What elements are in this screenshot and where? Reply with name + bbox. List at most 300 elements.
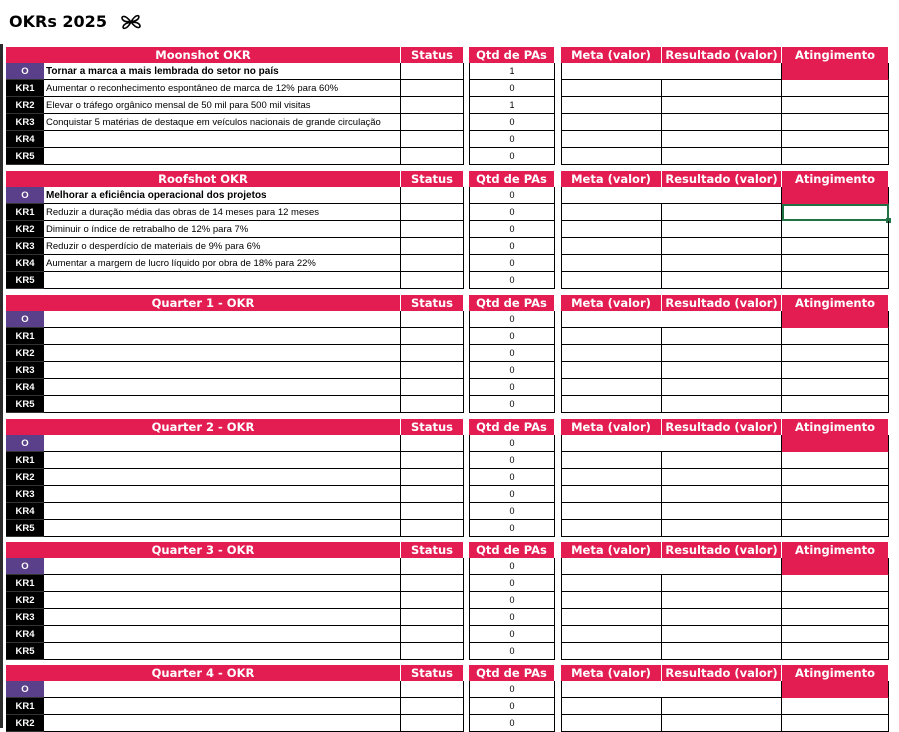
qtd-cell[interactable]: 0 bbox=[469, 469, 555, 486]
resultado-cell[interactable] bbox=[662, 362, 782, 379]
atingimento-cell[interactable] bbox=[782, 681, 889, 698]
resultado-cell[interactable] bbox=[662, 698, 782, 715]
meta-cell[interactable] bbox=[561, 148, 662, 165]
qtd-cell[interactable]: 0 bbox=[469, 80, 555, 97]
resultado-cell[interactable] bbox=[662, 469, 782, 486]
kr-label[interactable]: KR1 bbox=[6, 204, 44, 221]
status-cell[interactable] bbox=[401, 97, 464, 114]
resultado-cell[interactable] bbox=[662, 681, 782, 698]
atingimento-cell[interactable] bbox=[782, 63, 889, 80]
kr-label[interactable]: KR3 bbox=[6, 114, 44, 131]
resultado-cell[interactable] bbox=[662, 396, 782, 413]
table-row bbox=[0, 238, 899, 255]
objective-label[interactable]: O bbox=[6, 681, 44, 698]
status-cell[interactable] bbox=[401, 204, 464, 221]
atingimento-cell[interactable] bbox=[782, 435, 889, 452]
meta-cell[interactable] bbox=[561, 396, 662, 413]
resultado-cell[interactable] bbox=[662, 486, 782, 503]
status-cell[interactable] bbox=[401, 643, 464, 660]
qtd-header[interactable]: Qtd de PAs bbox=[469, 47, 555, 63]
meta-header[interactable]: Meta (valor) bbox=[561, 47, 662, 63]
kr-label[interactable]: KR2 bbox=[6, 221, 44, 238]
qtd-cell[interactable]: 0 bbox=[469, 575, 555, 592]
status-cell[interactable] bbox=[401, 345, 464, 362]
kr-text-cell[interactable]: Diminuir o índice de retrabalho de 12% para 7% bbox=[44, 221, 401, 238]
meta-cell[interactable] bbox=[561, 114, 662, 131]
objective-label[interactable]: O bbox=[6, 558, 44, 575]
section-title[interactable]: Moonshot OKR bbox=[6, 47, 401, 63]
resultado-cell[interactable] bbox=[662, 520, 782, 537]
atingimento-cell[interactable] bbox=[782, 469, 889, 486]
status-header[interactable]: Status bbox=[401, 171, 464, 187]
qtd-cell[interactable]: 0 bbox=[469, 715, 555, 732]
atingimento-header[interactable]: Atingimento bbox=[782, 419, 889, 435]
resultado-cell[interactable] bbox=[662, 379, 782, 396]
atingimento-cell[interactable] bbox=[782, 255, 889, 272]
status-cell[interactable] bbox=[401, 520, 464, 537]
resultado-cell[interactable] bbox=[662, 80, 782, 97]
atingimento-cell[interactable] bbox=[782, 328, 889, 345]
atingimento-header[interactable]: Atingimento bbox=[782, 542, 889, 558]
resultado-cell[interactable] bbox=[662, 503, 782, 520]
qtd-cell[interactable]: 0 bbox=[469, 362, 555, 379]
table-row bbox=[0, 698, 899, 715]
atingimento-cell[interactable] bbox=[782, 311, 889, 328]
kr-label[interactable]: KR3 bbox=[6, 238, 44, 255]
objective-text-cell[interactable]: Melhorar a eficiência operacional dos projetos bbox=[44, 187, 401, 204]
kr-label[interactable]: KR5 bbox=[6, 272, 44, 289]
meta-cell[interactable] bbox=[561, 558, 662, 575]
meta-cell[interactable] bbox=[561, 80, 662, 97]
qtd-cell[interactable]: 0 bbox=[469, 503, 555, 520]
atingimento-cell[interactable] bbox=[782, 486, 889, 503]
meta-cell[interactable] bbox=[561, 187, 662, 204]
atingimento-cell[interactable] bbox=[782, 114, 889, 131]
status-cell[interactable] bbox=[401, 272, 464, 289]
qtd-cell[interactable]: 0 bbox=[469, 609, 555, 626]
qtd-header[interactable]: Qtd de PAs bbox=[469, 542, 555, 558]
kr-label[interactable]: KR2 bbox=[6, 592, 44, 609]
meta-header[interactable]: Meta (valor) bbox=[561, 665, 662, 681]
meta-cell[interactable] bbox=[561, 311, 662, 328]
qtd-cell[interactable]: 0 bbox=[469, 345, 555, 362]
resultado-cell[interactable] bbox=[662, 452, 782, 469]
status-header[interactable]: Status bbox=[401, 419, 464, 435]
table-row bbox=[0, 379, 899, 396]
qtd-cell[interactable]: 0 bbox=[469, 255, 555, 272]
table-row bbox=[0, 187, 899, 204]
kr-label[interactable]: KR2 bbox=[6, 469, 44, 486]
table-row bbox=[0, 255, 899, 272]
meta-cell[interactable] bbox=[561, 503, 662, 520]
atingimento-cell[interactable] bbox=[782, 221, 889, 238]
qtd-cell[interactable]: 0 bbox=[469, 520, 555, 537]
table-row bbox=[0, 469, 899, 486]
table-row bbox=[0, 558, 899, 575]
kr-label[interactable]: KR4 bbox=[6, 379, 44, 396]
status-cell[interactable] bbox=[401, 379, 464, 396]
kr-text-cell[interactable] bbox=[44, 575, 401, 592]
qtd-cell[interactable]: 0 bbox=[469, 311, 555, 328]
atingimento-cell[interactable] bbox=[782, 715, 889, 732]
resultado-cell[interactable] bbox=[662, 114, 782, 131]
qtd-cell[interactable]: 0 bbox=[469, 558, 555, 575]
status-cell[interactable] bbox=[401, 558, 464, 575]
kr-text-cell[interactable] bbox=[44, 328, 401, 345]
table-row bbox=[0, 592, 899, 609]
qtd-cell[interactable]: 0 bbox=[469, 626, 555, 643]
qtd-cell[interactable]: 1 bbox=[469, 63, 555, 80]
resultado-cell[interactable] bbox=[662, 272, 782, 289]
table-row bbox=[0, 503, 899, 520]
kr-text-cell[interactable] bbox=[44, 131, 401, 148]
resultado-cell[interactable] bbox=[662, 255, 782, 272]
table-row bbox=[0, 345, 899, 362]
meta-header[interactable]: Meta (valor) bbox=[561, 295, 662, 311]
status-cell[interactable] bbox=[401, 187, 464, 204]
objective-text-cell[interactable] bbox=[44, 558, 401, 575]
meta-cell[interactable] bbox=[561, 486, 662, 503]
kr-text-cell[interactable] bbox=[44, 379, 401, 396]
meta-cell[interactable] bbox=[561, 238, 662, 255]
meta-cell[interactable] bbox=[561, 435, 662, 452]
atingimento-header[interactable]: Atingimento bbox=[782, 665, 889, 681]
kr-label[interactable]: KR5 bbox=[6, 520, 44, 537]
qtd-cell[interactable]: 0 bbox=[469, 396, 555, 413]
section-title[interactable]: Roofshot OKR bbox=[6, 171, 401, 187]
qtd-cell[interactable]: 0 bbox=[469, 592, 555, 609]
kr-text-cell[interactable] bbox=[44, 148, 401, 165]
atingimento-cell[interactable] bbox=[782, 592, 889, 609]
atingimento-cell[interactable] bbox=[782, 558, 889, 575]
atingimento-cell[interactable] bbox=[782, 187, 889, 204]
qtd-cell[interactable]: 0 bbox=[469, 204, 555, 221]
status-header[interactable]: Status bbox=[401, 295, 464, 311]
meta-cell[interactable] bbox=[561, 715, 662, 732]
table-row bbox=[0, 63, 899, 80]
table-row bbox=[0, 204, 899, 221]
status-cell[interactable] bbox=[401, 452, 464, 469]
status-cell[interactable] bbox=[401, 609, 464, 626]
kr-label[interactable]: KR5 bbox=[6, 396, 44, 413]
resultado-cell[interactable] bbox=[662, 238, 782, 255]
kr-label[interactable]: KR3 bbox=[6, 486, 44, 503]
qtd-cell[interactable]: 0 bbox=[469, 148, 555, 165]
status-cell[interactable] bbox=[401, 131, 464, 148]
kr-text-cell[interactable] bbox=[44, 643, 401, 660]
qtd-cell[interactable]: 0 bbox=[469, 131, 555, 148]
meta-cell[interactable] bbox=[561, 221, 662, 238]
resultado-cell[interactable] bbox=[662, 643, 782, 660]
qtd-cell[interactable]: 0 bbox=[469, 698, 555, 715]
table-row bbox=[0, 396, 899, 413]
atingimento-header[interactable]: Atingimento bbox=[782, 171, 889, 187]
qtd-header[interactable]: Qtd de PAs bbox=[469, 171, 555, 187]
resultado-cell[interactable] bbox=[662, 626, 782, 643]
table-row bbox=[0, 328, 899, 345]
resultado-cell[interactable] bbox=[662, 345, 782, 362]
qtd-cell[interactable]: 0 bbox=[469, 486, 555, 503]
meta-header[interactable]: Meta (valor) bbox=[561, 419, 662, 435]
table-row bbox=[0, 715, 899, 732]
objective-text-cell[interactable] bbox=[44, 681, 401, 698]
atingimento-cell[interactable] bbox=[782, 131, 889, 148]
kr-text-cell[interactable] bbox=[44, 452, 401, 469]
status-cell[interactable] bbox=[401, 221, 464, 238]
qtd-header[interactable]: Qtd de PAs bbox=[469, 665, 555, 681]
section-title[interactable]: Quarter 3 - OKR bbox=[6, 542, 401, 558]
objective-label[interactable]: O bbox=[6, 187, 44, 204]
meta-cell[interactable] bbox=[561, 379, 662, 396]
qtd-header[interactable]: Qtd de PAs bbox=[469, 419, 555, 435]
kr-text-cell[interactable]: Conquistar 5 matérias de destaque em veículos nacionais de grande circulação bbox=[44, 114, 401, 131]
status-cell[interactable] bbox=[401, 575, 464, 592]
status-cell[interactable] bbox=[401, 311, 464, 328]
resultado-cell[interactable] bbox=[662, 97, 782, 114]
meta-cell[interactable] bbox=[561, 626, 662, 643]
status-cell[interactable] bbox=[401, 592, 464, 609]
resultado-cell[interactable] bbox=[662, 435, 782, 452]
section-title[interactable]: Quarter 1 - OKR bbox=[6, 295, 401, 311]
qtd-cell[interactable]: 0 bbox=[469, 643, 555, 660]
meta-cell[interactable] bbox=[561, 592, 662, 609]
resultado-header[interactable]: Resultado (valor) bbox=[662, 542, 782, 558]
kr-text-cell[interactable] bbox=[44, 345, 401, 362]
status-cell[interactable] bbox=[401, 80, 464, 97]
kr-text-cell[interactable] bbox=[44, 609, 401, 626]
atingimento-cell[interactable] bbox=[782, 698, 889, 715]
status-cell[interactable] bbox=[401, 63, 464, 80]
qtd-cell[interactable]: 0 bbox=[469, 681, 555, 698]
kr-label[interactable]: KR4 bbox=[6, 503, 44, 520]
resultado-cell[interactable] bbox=[662, 204, 782, 221]
status-cell[interactable] bbox=[401, 681, 464, 698]
qtd-cell[interactable]: 1 bbox=[469, 97, 555, 114]
atingimento-cell[interactable] bbox=[782, 97, 889, 114]
resultado-header[interactable]: Resultado (valor) bbox=[662, 295, 782, 311]
kr-label[interactable]: KR1 bbox=[6, 698, 44, 715]
kr-label[interactable]: KR3 bbox=[6, 609, 44, 626]
meta-cell[interactable] bbox=[561, 272, 662, 289]
objective-label[interactable]: O bbox=[6, 435, 44, 452]
atingimento-cell[interactable] bbox=[782, 238, 889, 255]
qtd-cell[interactable]: 0 bbox=[469, 328, 555, 345]
status-cell[interactable] bbox=[401, 362, 464, 379]
status-cell[interactable] bbox=[401, 396, 464, 413]
status-cell[interactable] bbox=[401, 328, 464, 345]
objective-text-cell[interactable] bbox=[44, 435, 401, 452]
kr-label[interactable]: KR1 bbox=[6, 452, 44, 469]
table-row bbox=[0, 362, 899, 379]
kr-text-cell[interactable] bbox=[44, 520, 401, 537]
meta-cell[interactable] bbox=[561, 469, 662, 486]
table-row bbox=[0, 131, 899, 148]
meta-cell[interactable] bbox=[561, 328, 662, 345]
kr-text-cell[interactable] bbox=[44, 626, 401, 643]
atingimento-cell[interactable] bbox=[782, 575, 889, 592]
table-row bbox=[0, 435, 899, 452]
meta-cell[interactable] bbox=[561, 63, 662, 80]
meta-cell[interactable] bbox=[561, 643, 662, 660]
atingimento-cell[interactable] bbox=[782, 396, 889, 413]
table-row bbox=[0, 643, 899, 660]
kr-text-cell[interactable] bbox=[44, 715, 401, 732]
resultado-header[interactable]: Resultado (valor) bbox=[662, 665, 782, 681]
resultado-cell[interactable] bbox=[662, 328, 782, 345]
resultado-cell[interactable] bbox=[662, 63, 782, 80]
table-row bbox=[0, 452, 899, 469]
section-title[interactable]: Quarter 4 - OKR bbox=[6, 665, 401, 681]
status-cell[interactable] bbox=[401, 503, 464, 520]
kr-text-cell[interactable]: Reduzir a duração média das obras de 14 meses para 12 meses bbox=[44, 204, 401, 221]
atingimento-cell[interactable] bbox=[782, 148, 889, 165]
kr-text-cell[interactable]: Aumentar a margem de lucro líquido por obra de 18% para 22% bbox=[44, 255, 401, 272]
meta-header[interactable]: Meta (valor) bbox=[561, 542, 662, 558]
kr-label[interactable]: KR2 bbox=[6, 345, 44, 362]
atingimento-cell[interactable] bbox=[782, 626, 889, 643]
dna-knot-icon bbox=[116, 9, 146, 35]
status-cell[interactable] bbox=[401, 469, 464, 486]
kr-text-cell[interactable] bbox=[44, 486, 401, 503]
resultado-header[interactable]: Resultado (valor) bbox=[662, 419, 782, 435]
table-row bbox=[0, 80, 899, 97]
status-cell[interactable] bbox=[401, 148, 464, 165]
resultado-cell[interactable] bbox=[662, 558, 782, 575]
resultado-header[interactable]: Resultado (valor) bbox=[662, 171, 782, 187]
meta-cell[interactable] bbox=[561, 609, 662, 626]
table-row bbox=[0, 114, 899, 131]
qtd-cell[interactable]: 0 bbox=[469, 452, 555, 469]
kr-text-cell[interactable] bbox=[44, 272, 401, 289]
resultado-cell[interactable] bbox=[662, 311, 782, 328]
kr-label[interactable]: KR1 bbox=[6, 328, 44, 345]
kr-label[interactable]: KR3 bbox=[6, 362, 44, 379]
atingimento-cell[interactable] bbox=[782, 345, 889, 362]
meta-cell[interactable] bbox=[561, 255, 662, 272]
objective-text-cell[interactable] bbox=[44, 311, 401, 328]
status-cell[interactable] bbox=[401, 626, 464, 643]
meta-cell[interactable] bbox=[561, 97, 662, 114]
qtd-cell[interactable]: 0 bbox=[469, 187, 555, 204]
kr-label[interactable]: KR2 bbox=[6, 715, 44, 732]
atingimento-cell[interactable] bbox=[782, 379, 889, 396]
status-cell[interactable] bbox=[401, 698, 464, 715]
resultado-cell[interactable] bbox=[662, 575, 782, 592]
status-cell[interactable] bbox=[401, 238, 464, 255]
table-row bbox=[0, 609, 899, 626]
status-cell[interactable] bbox=[401, 486, 464, 503]
atingimento-header[interactable]: Atingimento bbox=[782, 295, 889, 311]
kr-text-cell[interactable] bbox=[44, 592, 401, 609]
meta-cell[interactable] bbox=[561, 362, 662, 379]
table-row bbox=[0, 272, 899, 289]
resultado-cell[interactable] bbox=[662, 609, 782, 626]
table-row bbox=[0, 148, 899, 165]
qtd-cell[interactable]: 0 bbox=[469, 221, 555, 238]
objective-label[interactable]: O bbox=[6, 63, 44, 80]
kr-label[interactable]: KR5 bbox=[6, 148, 44, 165]
qtd-header[interactable]: Qtd de PAs bbox=[469, 295, 555, 311]
kr-label[interactable]: KR5 bbox=[6, 643, 44, 660]
qtd-cell[interactable]: 0 bbox=[469, 238, 555, 255]
meta-cell[interactable] bbox=[561, 452, 662, 469]
meta-cell[interactable] bbox=[561, 204, 662, 221]
meta-cell[interactable] bbox=[561, 345, 662, 362]
table-row bbox=[0, 681, 899, 698]
status-cell[interactable] bbox=[401, 255, 464, 272]
selected-cell[interactable] bbox=[782, 204, 889, 221]
atingimento-cell[interactable] bbox=[782, 272, 889, 289]
resultado-cell[interactable] bbox=[662, 221, 782, 238]
objective-text-cell[interactable]: Tornar a marca a mais lembrada do setor no país bbox=[44, 63, 401, 80]
resultado-cell[interactable] bbox=[662, 715, 782, 732]
kr-label[interactable]: KR4 bbox=[6, 626, 44, 643]
atingimento-header[interactable]: Atingimento bbox=[782, 47, 889, 63]
resultado-cell[interactable] bbox=[662, 592, 782, 609]
table-row bbox=[0, 97, 899, 114]
meta-cell[interactable] bbox=[561, 520, 662, 537]
status-cell[interactable] bbox=[401, 114, 464, 131]
qtd-cell[interactable]: 0 bbox=[469, 435, 555, 452]
kr-text-cell[interactable] bbox=[44, 503, 401, 520]
meta-cell[interactable] bbox=[561, 575, 662, 592]
atingimento-cell[interactable] bbox=[782, 362, 889, 379]
kr-label[interactable]: KR4 bbox=[6, 255, 44, 272]
qtd-cell[interactable]: 0 bbox=[469, 272, 555, 289]
atingimento-cell[interactable] bbox=[782, 452, 889, 469]
meta-cell[interactable] bbox=[561, 681, 662, 698]
qtd-cell[interactable]: 0 bbox=[469, 114, 555, 131]
atingimento-cell[interactable] bbox=[782, 503, 889, 520]
atingimento-cell[interactable] bbox=[782, 80, 889, 97]
kr-text-cell[interactable] bbox=[44, 396, 401, 413]
resultado-cell[interactable] bbox=[662, 187, 782, 204]
objective-label[interactable]: O bbox=[6, 311, 44, 328]
meta-cell[interactable] bbox=[561, 698, 662, 715]
atingimento-cell[interactable] bbox=[782, 609, 889, 626]
table-row bbox=[0, 626, 899, 643]
status-header[interactable]: Status bbox=[401, 542, 464, 558]
resultado-cell[interactable] bbox=[662, 148, 782, 165]
kr-text-cell[interactable]: Aumentar o reconhecimento espontâneo de marca de 12% para 60% bbox=[44, 80, 401, 97]
page-title: OKRs 2025 bbox=[9, 12, 107, 31]
kr-text-cell[interactable]: Reduzir o desperdício de materiais de 9% para 6% bbox=[44, 238, 401, 255]
table-row bbox=[0, 221, 899, 238]
meta-header[interactable]: Meta (valor) bbox=[561, 171, 662, 187]
resultado-header[interactable]: Resultado (valor) bbox=[662, 47, 782, 63]
section-title[interactable]: Quarter 2 - OKR bbox=[6, 419, 401, 435]
kr-text-cell[interactable] bbox=[44, 698, 401, 715]
status-header[interactable]: Status bbox=[401, 665, 464, 681]
table-row bbox=[0, 311, 899, 328]
kr-label[interactable]: KR1 bbox=[6, 575, 44, 592]
atingimento-cell[interactable] bbox=[782, 520, 889, 537]
qtd-cell[interactable]: 0 bbox=[469, 379, 555, 396]
status-cell[interactable] bbox=[401, 715, 464, 732]
kr-label[interactable]: KR2 bbox=[6, 97, 44, 114]
kr-text-cell[interactable] bbox=[44, 469, 401, 486]
kr-label[interactable]: KR1 bbox=[6, 80, 44, 97]
status-header[interactable]: Status bbox=[401, 47, 464, 63]
kr-text-cell[interactable] bbox=[44, 362, 401, 379]
kr-text-cell[interactable]: Elevar o tráfego orgânico mensal de 50 mil para 500 mil visitas bbox=[44, 97, 401, 114]
resultado-cell[interactable] bbox=[662, 131, 782, 148]
atingimento-cell[interactable] bbox=[782, 643, 889, 660]
status-cell[interactable] bbox=[401, 435, 464, 452]
meta-cell[interactable] bbox=[561, 131, 662, 148]
table-row bbox=[0, 575, 899, 592]
kr-label[interactable]: KR4 bbox=[6, 131, 44, 148]
